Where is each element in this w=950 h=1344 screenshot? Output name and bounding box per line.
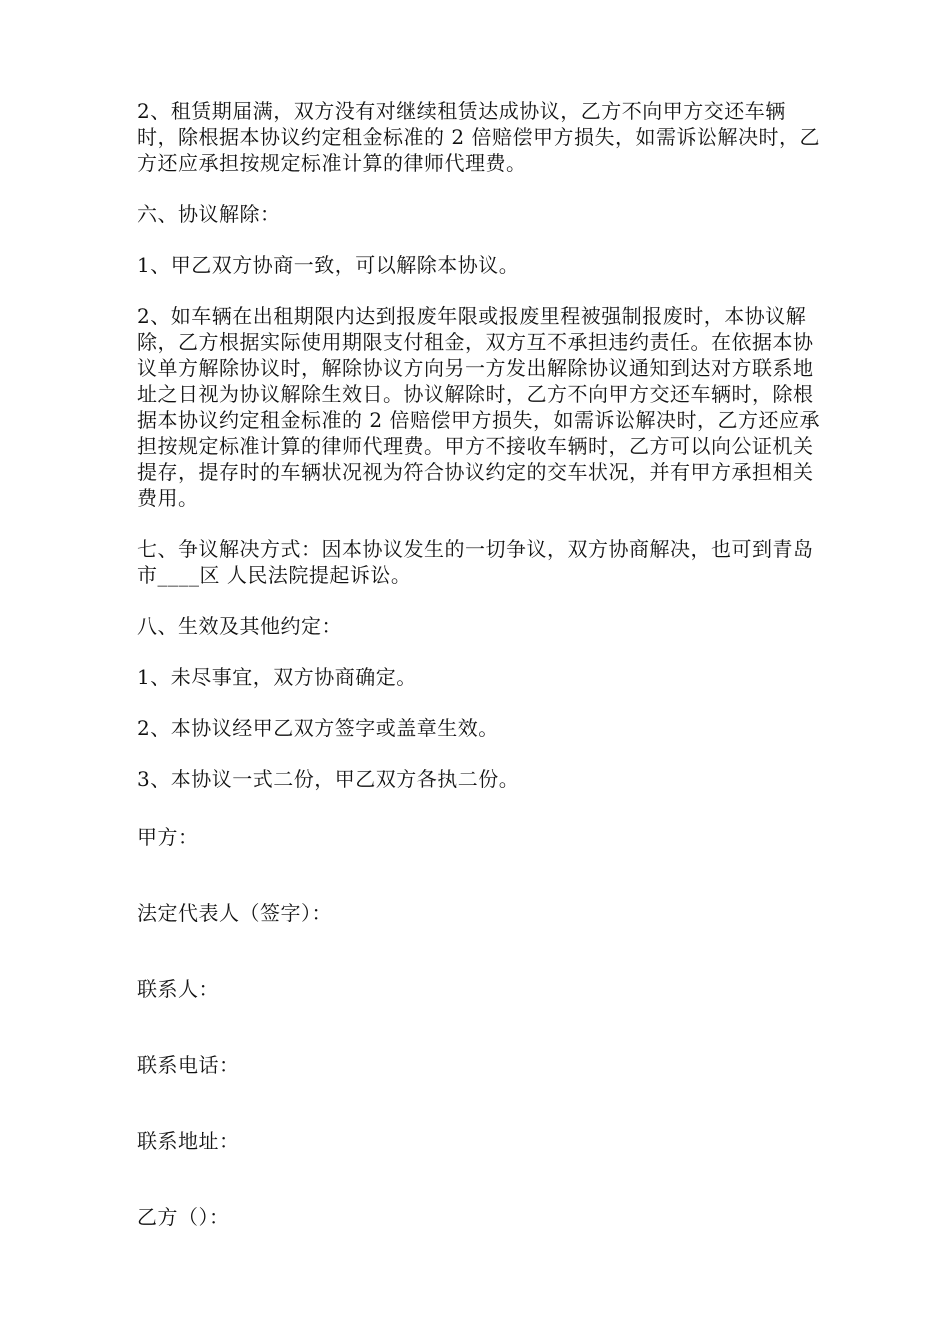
- contact-address-label: 联系地址：: [137, 1129, 240, 1153]
- legal-representative-label: 法定代表人（签字）：: [137, 901, 332, 925]
- party-a-label: 甲方：: [137, 825, 199, 849]
- clause-scrap-termination: 2、如车辆在出租期限内达到报废年限或报废里程被强制报废时，本协议解除，乙方根据实际使用期限支付租金，双方互不承担违约责任。在依据本协议单方解除协议时，解除协议方向另一方发出解除协议通知到达对方联系地址之日视为协议解除生效日。协议解除时，乙方不向甲方交还车辆时，除根据本协议约定租金标准的 2 倍赔偿甲方损失，如需诉讼解决时，乙方还应承担按规定标准计算的律师代理费。甲方不接收车辆时，乙方可以向公证机关提存，提存时的车辆状况视为符合协议约定的交车状况，并有甲方承担相关费用。: [137, 304, 820, 510]
- contact-phone-label: 联系电话：: [137, 1053, 240, 1077]
- section-dispute-resolution: 七、争议解决方式：因本协议发生的一切争议，双方协商解决，也可到青岛 市____区 人民法院提起诉讼。: [137, 537, 814, 587]
- clause-signature-effect: 2、本协议经甲乙双方签字或盖章生效。: [137, 716, 499, 740]
- contact-person-label: 联系人：: [137, 977, 219, 1001]
- section-heading-effectiveness: 八、生效及其他约定：: [137, 614, 342, 638]
- clause-lease-expiry: 2、租赁期届满，双方没有对继续租赁达成协议，乙方不向甲方交还车辆时，除根据本协议约定租金标准的 2 倍赔偿甲方损失，如需诉讼解决时，乙方还应承担按规定标准计算的律师代理费。: [137, 99, 820, 175]
- party-b-label: 乙方（）：: [137, 1205, 230, 1229]
- clause-copies: 3、本协议一式二份，甲乙双方各执二份。: [137, 767, 520, 791]
- section-heading-termination: 六、协议解除：: [137, 202, 281, 226]
- clause-outstanding-matters: 1、未尽事宜，双方协商确定。: [137, 665, 417, 689]
- document-page: [137, 98, 823, 1280]
- signature-block: [137, 824, 823, 1230]
- clause-mutual-termination: 1、甲乙双方协商一致，可以解除本协议。: [137, 253, 520, 277]
